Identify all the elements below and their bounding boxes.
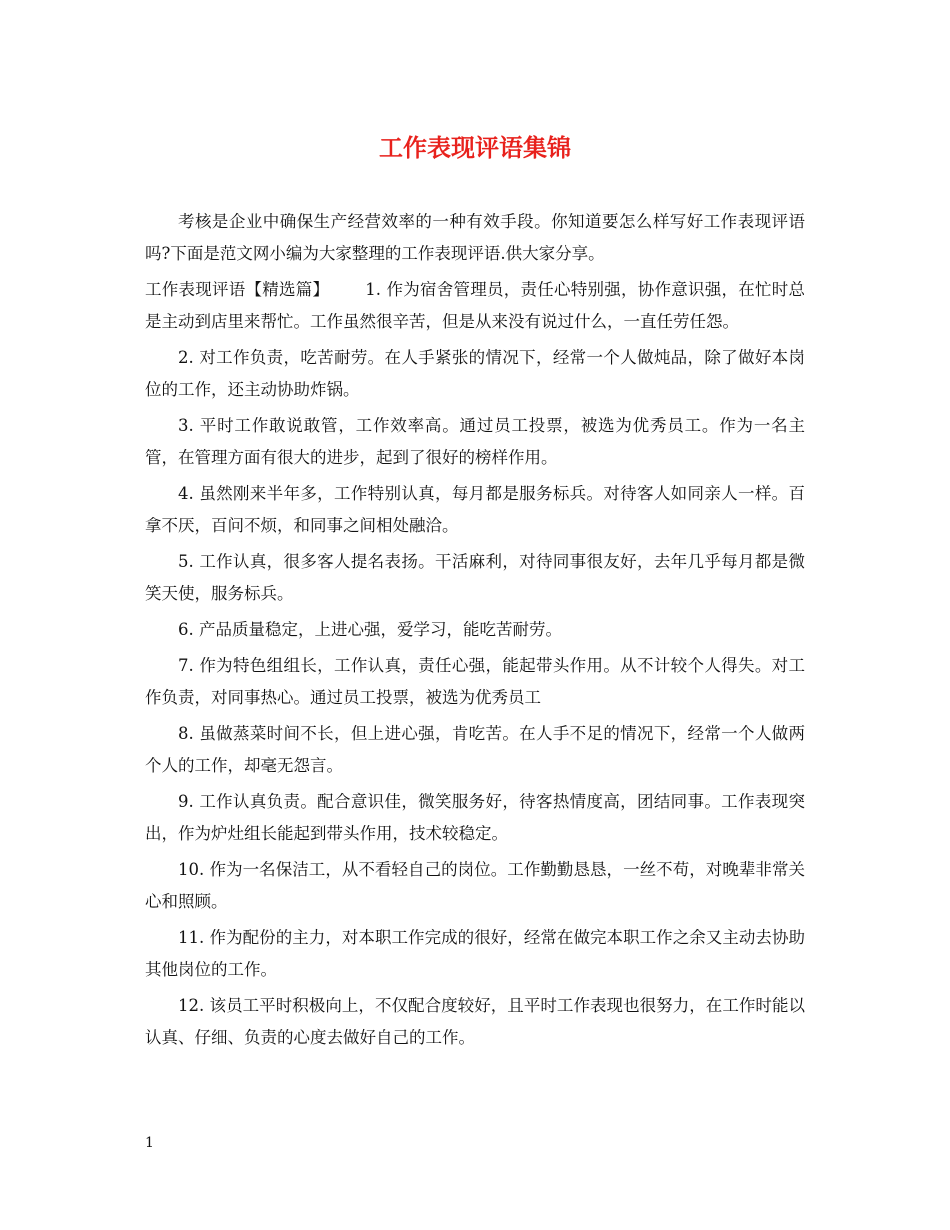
list-item: 3. 平时工作敢说敢管，工作效率高。通过员工投票，被选为优秀员工。作为一名主管，在管理方面有很大的进步，起到了很好的榜样作用。: [145, 416, 805, 467]
document-body: [145, 206, 805, 1058]
list-item: 9. 工作认真负责。配合意识佳，微笑服务好，待客热情度高，团结同事。工作表现突出，作为炉灶组长能起到带头作用，技术较稳定。: [145, 792, 805, 843]
list-item: 5. 工作认真，很多客人提名表扬。干活麻利，对待同事很友好，去年几乎每月都是微笑天使，服务标兵。: [145, 552, 805, 603]
list-item: 11. 作为配份的主力，对本职工作完成的很好，经常在做完本职工作之余又主动去协助其他岗位的工作。: [145, 928, 805, 979]
page-title: 工作表现评语集锦: [379, 133, 571, 162]
intro-paragraph: 考核是企业中确保生产经营效率的一种有效手段。你知道要怎么样写好工作表现评语吗?下面是范文网小编为大家整理的工作表现评语.供大家分享。: [145, 212, 805, 263]
list-item: 7. 作为特色组组长，工作认真，责任心强，能起带头作用。从不计较个人得失。对工作负责，对同事热心。通过员工投票，被选为优秀员工: [145, 656, 805, 707]
list-item: 2. 对工作负责，吃苦耐劳。在人手紧张的情况下，经常一个人做炖品，除了做好本岗位的工作，还主动协助炸锅。: [145, 348, 805, 399]
section-label: 工作表现评语【精选篇】: [145, 280, 330, 299]
list-item: 1. 作为宿舍管理员，责任心特别强，协作意识强，在忙时总是主动到店里来帮忙。工作虽然很辛苦，但是从来没有说过什么，一直任劳任怨。: [145, 280, 805, 331]
page-number: 1: [145, 1135, 154, 1151]
list-item: 4. 虽然刚来半年多，工作特别认真，每月都是服务标兵。对待客人如同亲人一样。百拿不厌，百问不烦，和同事之间相处融洽。: [145, 484, 805, 535]
section-first-paragraph: [145, 274, 805, 338]
list-item: 10. 作为一名保洁工，从不看轻自己的岗位。工作勤勤恳恳，一丝不苟，对晚辈非常关心和照顾。: [145, 860, 805, 911]
list-item: 8. 虽做蒸菜时间不长，但上进心强，肯吃苦。在人手不足的情况下，经常一个人做两个人的工作，却毫无怨言。: [145, 724, 805, 775]
list-item: 12. 该员工平时积极向上，不仅配合度较好，且平时工作表现也很努力，在工作时能以认真、仔细、负责的心度去做好自己的工作。: [145, 996, 805, 1047]
list-item: 6. 产品质量稳定，上进心强，爱学习，能吃苦耐劳。: [178, 620, 562, 639]
